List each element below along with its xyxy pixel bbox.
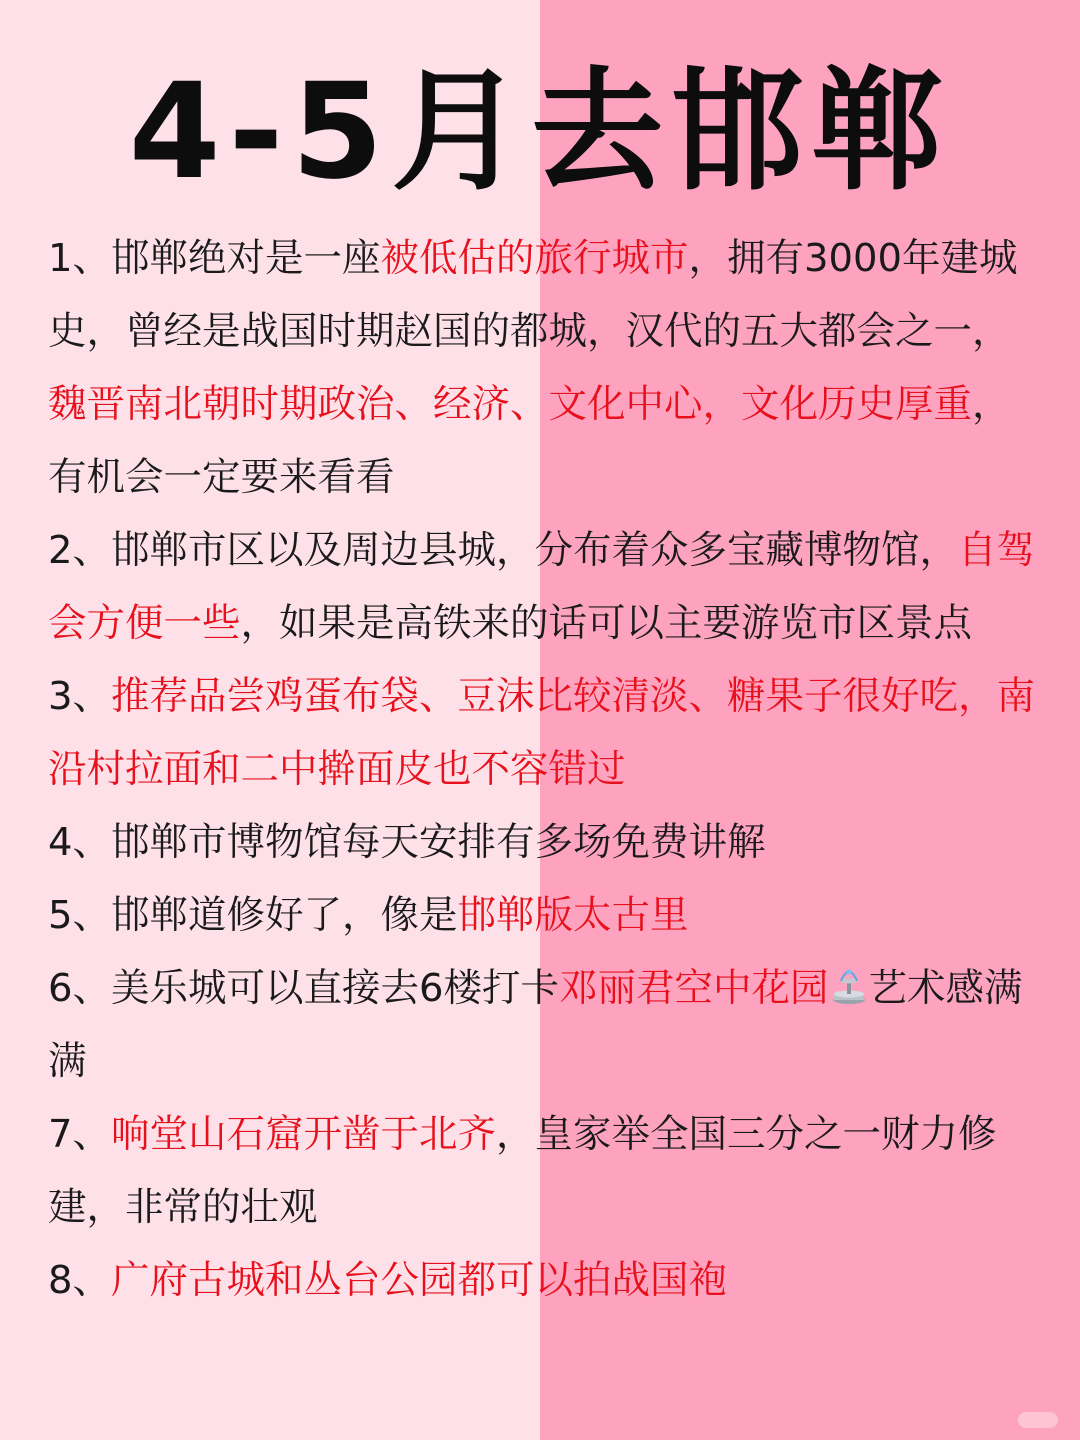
item-text: 4、邯郸市博物馆每天安排有多场免费讲解 [48,820,766,865]
highlight-text: 自驾会方便一些 [48,528,1036,646]
item-text: ，有机会一定要来看看 [48,382,1011,500]
list-item [48,222,1038,514]
list-item [48,1098,1038,1244]
list-item [48,806,1038,879]
highlight-text: 魏晋南北朝时期政治、经济、文化中心，文化历史厚重 [48,382,973,427]
list-item [48,514,1038,660]
fountain-icon [829,958,869,998]
item-text: 3、 [48,674,111,719]
item-text: 2、邯郸市区以及周边县城，分布着众多宝藏博物馆， [48,528,958,573]
tips-list [48,222,1038,1317]
item-text: 5、邯郸道修好了，像是 [48,893,458,938]
highlight-text: 被低估的旅行城市 [380,236,689,281]
list-item [48,1244,1038,1317]
highlight-text: 邓丽君空中花园 [559,966,829,1011]
item-text: ，皇家举全国三分之一财力修建，非常的壮观 [48,1112,997,1230]
item-text: 6、美乐城可以直接去6楼打卡 [48,966,559,1011]
item-text: 7、 [48,1112,111,1157]
item-text: 艺术感满满 [48,966,1023,1084]
page-title: 4-5月去邯郸 [128,55,952,209]
watermark [1018,1412,1058,1428]
list-item [48,660,1038,806]
item-text: ，如果是高铁来的话可以主要游览市区景点 [240,601,973,646]
highlight-text: 响堂山石窟开凿于北齐 [111,1112,497,1157]
highlight-text: 推荐品尝鸡蛋布袋、豆沫比较清淡、糖果子很好吃，南沿村拉面和二中擀面皮也不容错过 [48,674,1036,792]
item-text: 8、 [48,1258,111,1303]
item-text: 1、邯郸绝对是一座 [48,236,381,281]
highlight-text: 邯郸版太古里 [457,893,689,938]
list-item [48,952,1038,1098]
list-item [48,879,1038,952]
highlight-text: 广府古城和丛台公园都可以拍战国袍 [111,1258,728,1303]
item-text: ，拥有3000年建城史，曾经是战国时期赵国的都城，汉代的五大都会之一， [48,236,1018,354]
